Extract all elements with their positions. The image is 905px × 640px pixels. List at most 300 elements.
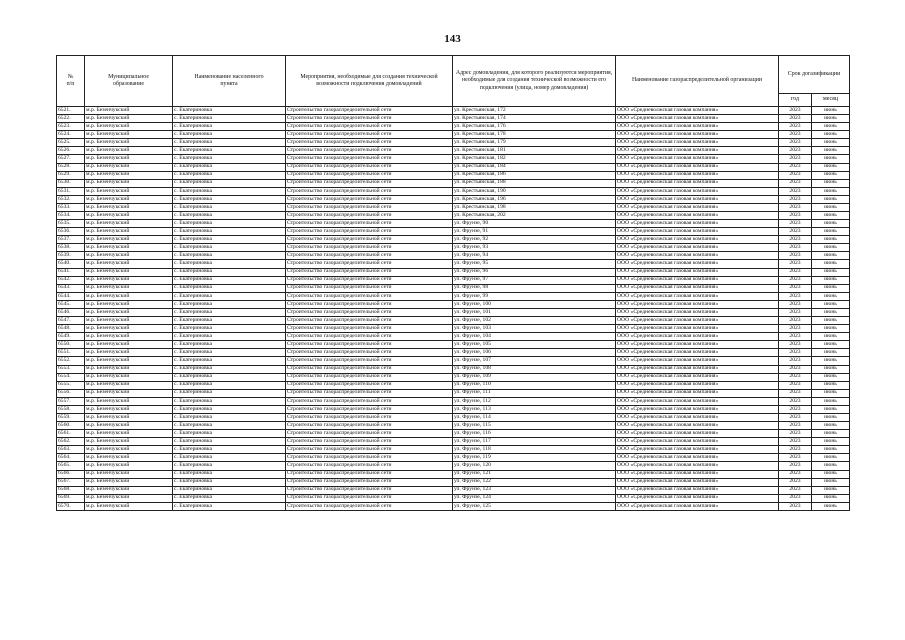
row-municipality: м.р. Безенчукский <box>85 260 173 268</box>
row-address: ул. Фрунзе, 121 <box>453 470 616 478</box>
table-row <box>57 187 850 195</box>
row-organization: ООО «Средневолжская газовая компания» <box>616 308 779 316</box>
row-address: ул. Фрунзе, 114 <box>453 413 616 421</box>
table-row <box>57 228 850 236</box>
row-address: ул. Фрунзе, 115 <box>453 422 616 430</box>
row-year: 2023 <box>779 413 812 421</box>
row-organization: ООО «Средневолжская газовая компания» <box>616 147 779 155</box>
table-row <box>57 252 850 260</box>
row-address: ул. Крестьянская, 196 <box>453 195 616 203</box>
row-number: 6534. <box>57 212 85 220</box>
row-organization: ООО «Средневолжская газовая компания» <box>616 486 779 494</box>
row-address: ул. Фрунзе, 93 <box>453 244 616 252</box>
row-municipality: м.р. Безенчукский <box>85 115 173 123</box>
table-row <box>57 244 850 252</box>
row-municipality: м.р. Безенчукский <box>85 252 173 260</box>
row-number: 6556. <box>57 389 85 397</box>
row-year: 2023 <box>779 260 812 268</box>
row-year: 2023 <box>779 284 812 292</box>
row-number: 6569. <box>57 494 85 502</box>
row-month: июнь <box>812 179 850 187</box>
row-measures: Строительство газораспределительной сети <box>286 478 453 486</box>
row-measures: Строительство газораспределительной сети <box>286 357 453 365</box>
row-settlement: с. Екатериновка <box>173 203 286 211</box>
row-number: 6522. <box>57 115 85 123</box>
row-year: 2023 <box>779 502 812 510</box>
row-month: июнь <box>812 462 850 470</box>
row-number: 6565. <box>57 462 85 470</box>
row-organization: ООО «Средневолжская газовая компания» <box>616 220 779 228</box>
row-month: июнь <box>812 212 850 220</box>
row-year: 2023 <box>779 308 812 316</box>
row-organization: ООО «Средневолжская газовая компания» <box>616 163 779 171</box>
row-measures: Строительство газораспределительной сети <box>286 195 453 203</box>
row-month: июнь <box>812 494 850 502</box>
row-settlement: с. Екатериновка <box>173 373 286 381</box>
row-number: 6526. <box>57 147 85 155</box>
row-settlement: с. Екатериновка <box>173 357 286 365</box>
table-row <box>57 357 850 365</box>
row-municipality: м.р. Безенчукский <box>85 325 173 333</box>
row-organization: ООО «Средневолжская газовая компания» <box>616 107 779 115</box>
row-year: 2023 <box>779 244 812 252</box>
row-year: 2023 <box>779 220 812 228</box>
row-year: 2023 <box>779 397 812 405</box>
row-number: 6531. <box>57 187 85 195</box>
row-settlement: с. Екатериновка <box>173 171 286 179</box>
row-month: июнь <box>812 203 850 211</box>
row-year: 2023 <box>779 357 812 365</box>
row-month: июнь <box>812 341 850 349</box>
table-row <box>57 405 850 413</box>
row-month: июнь <box>812 422 850 430</box>
row-organization: ООО «Средневолжская газовая компания» <box>616 333 779 341</box>
row-number: 6564. <box>57 454 85 462</box>
row-municipality: м.р. Безенчукский <box>85 373 173 381</box>
row-address: ул. Фрунзе, 110 <box>453 381 616 389</box>
row-organization: ООО «Средневолжская газовая компания» <box>616 470 779 478</box>
row-year: 2023 <box>779 123 812 131</box>
row-municipality: м.р. Безенчукский <box>85 389 173 397</box>
row-municipality: м.р. Безенчукский <box>85 244 173 252</box>
row-month: июнь <box>812 292 850 300</box>
header-org: Наименование газораспределительной организации <box>616 56 779 107</box>
row-municipality: м.р. Безенчукский <box>85 107 173 115</box>
row-organization: ООО «Средневолжская газовая компания» <box>616 365 779 373</box>
row-municipality: м.р. Безенчукский <box>85 236 173 244</box>
row-settlement: с. Екатериновка <box>173 252 286 260</box>
row-address: ул. Крестьянская, 174 <box>453 115 616 123</box>
row-address: ул. Крестьянская, 188 <box>453 179 616 187</box>
row-settlement: с. Екатериновка <box>173 470 286 478</box>
row-number: 6528. <box>57 163 85 171</box>
row-year: 2023 <box>779 228 812 236</box>
row-measures: Строительство газораспределительной сети <box>286 389 453 397</box>
row-municipality: м.р. Безенчукский <box>85 300 173 308</box>
row-year: 2023 <box>779 494 812 502</box>
row-year: 2023 <box>779 317 812 325</box>
table-row <box>57 107 850 115</box>
row-address: ул. Фрунзе, 118 <box>453 446 616 454</box>
row-year: 2023 <box>779 349 812 357</box>
row-month: июнь <box>812 438 850 446</box>
row-settlement: с. Екатериновка <box>173 212 286 220</box>
table-row <box>57 131 850 139</box>
row-year: 2023 <box>779 203 812 211</box>
row-settlement: с. Екатериновка <box>173 308 286 316</box>
row-organization: ООО «Средневолжская газовая компания» <box>616 115 779 123</box>
row-month: июнь <box>812 446 850 454</box>
table-row <box>57 300 850 308</box>
row-settlement: с. Екатериновка <box>173 131 286 139</box>
row-organization: ООО «Средневолжская газовая компания» <box>616 292 779 300</box>
row-organization: ООО «Средневолжская газовая компания» <box>616 284 779 292</box>
row-organization: ООО «Средневолжская газовая компания» <box>616 325 779 333</box>
row-year: 2023 <box>779 365 812 373</box>
table-row <box>57 470 850 478</box>
row-number: 6558. <box>57 405 85 413</box>
row-number: 6541. <box>57 268 85 276</box>
row-settlement: с. Екатериновка <box>173 333 286 341</box>
table-row <box>57 422 850 430</box>
row-month: июнь <box>812 454 850 462</box>
row-measures: Строительство газораспределительной сети <box>286 405 453 413</box>
row-month: июнь <box>812 187 850 195</box>
row-municipality: м.р. Безенчукский <box>85 179 173 187</box>
row-month: июнь <box>812 195 850 203</box>
row-settlement: с. Екатериновка <box>173 115 286 123</box>
table-row <box>57 430 850 438</box>
row-measures: Строительство газораспределительной сети <box>286 139 453 147</box>
row-number: 6536. <box>57 228 85 236</box>
row-organization: ООО «Средневолжская газовая компания» <box>616 462 779 470</box>
row-measures: Строительство газораспределительной сети <box>286 381 453 389</box>
row-measures: Строительство газораспределительной сети <box>286 220 453 228</box>
row-year: 2023 <box>779 212 812 220</box>
row-month: июнь <box>812 470 850 478</box>
row-month: июнь <box>812 228 850 236</box>
row-settlement: с. Екатериновка <box>173 220 286 228</box>
row-number: 6530. <box>57 179 85 187</box>
row-measures: Строительство газораспределительной сети <box>286 131 453 139</box>
row-municipality: м.р. Безенчукский <box>85 292 173 300</box>
row-number: 6567. <box>57 478 85 486</box>
row-month: июнь <box>812 155 850 163</box>
row-year: 2023 <box>779 381 812 389</box>
row-municipality: м.р. Безенчукский <box>85 486 173 494</box>
row-organization: ООО «Средневолжская газовая компания» <box>616 454 779 462</box>
row-municipality: м.р. Безенчукский <box>85 365 173 373</box>
row-organization: ООО «Средневолжская газовая компания» <box>616 228 779 236</box>
table-row <box>57 389 850 397</box>
row-year: 2023 <box>779 171 812 179</box>
row-address: ул. Фрунзе, 112 <box>453 397 616 405</box>
row-month: июнь <box>812 123 850 131</box>
row-municipality: м.р. Безенчукский <box>85 381 173 389</box>
table-row <box>57 333 850 341</box>
row-measures: Строительство газораспределительной сети <box>286 179 453 187</box>
row-settlement: с. Екатериновка <box>173 422 286 430</box>
row-settlement: с. Екатериновка <box>173 187 286 195</box>
row-organization: ООО «Средневолжская газовая компания» <box>616 413 779 421</box>
row-month: июнь <box>812 107 850 115</box>
table-row <box>57 123 850 131</box>
row-number: 6538. <box>57 244 85 252</box>
row-measures: Строительство газораспределительной сети <box>286 333 453 341</box>
row-organization: ООО «Средневолжская газовая компания» <box>616 349 779 357</box>
row-month: июнь <box>812 268 850 276</box>
row-year: 2023 <box>779 325 812 333</box>
row-settlement: с. Екатериновка <box>173 446 286 454</box>
row-month: июнь <box>812 397 850 405</box>
row-address: ул. Фрунзе, 106 <box>453 349 616 357</box>
row-organization: ООО «Средневолжская газовая компания» <box>616 397 779 405</box>
row-number: 6537. <box>57 236 85 244</box>
row-year: 2023 <box>779 252 812 260</box>
row-measures: Строительство газораспределительной сети <box>286 260 453 268</box>
row-month: июнь <box>812 236 850 244</box>
row-year: 2023 <box>779 131 812 139</box>
row-number: 6561. <box>57 430 85 438</box>
row-year: 2023 <box>779 478 812 486</box>
row-settlement: с. Екатериновка <box>173 454 286 462</box>
row-organization: ООО «Средневолжская газовая компания» <box>616 405 779 413</box>
row-settlement: с. Екатериновка <box>173 405 286 413</box>
row-number: 6563. <box>57 446 85 454</box>
row-address: ул. Фрунзе, 90 <box>453 220 616 228</box>
row-address: ул. Фрунзе, 107 <box>453 357 616 365</box>
header-term: Срок догазификации <box>779 56 850 94</box>
row-organization: ООО «Средневолжская газовая компания» <box>616 373 779 381</box>
row-year: 2023 <box>779 115 812 123</box>
row-measures: Строительство газораспределительной сети <box>286 341 453 349</box>
table-header <box>57 56 850 107</box>
table-row <box>57 139 850 147</box>
row-address: ул. Крестьянская, 184 <box>453 163 616 171</box>
row-municipality: м.р. Безенчукский <box>85 438 173 446</box>
row-municipality: м.р. Безенчукский <box>85 212 173 220</box>
row-measures: Строительство газораспределительной сети <box>286 422 453 430</box>
row-year: 2023 <box>779 430 812 438</box>
row-measures: Строительство газораспределительной сети <box>286 171 453 179</box>
row-settlement: с. Екатериновка <box>173 413 286 421</box>
row-year: 2023 <box>779 195 812 203</box>
row-address: ул. Фрунзе, 123 <box>453 486 616 494</box>
row-measures: Строительство газораспределительной сети <box>286 292 453 300</box>
row-settlement: с. Екатериновка <box>173 284 286 292</box>
row-month: июнь <box>812 147 850 155</box>
row-measures: Строительство газораспределительной сети <box>286 446 453 454</box>
row-month: июнь <box>812 381 850 389</box>
row-settlement: с. Екатериновка <box>173 228 286 236</box>
row-settlement: с. Екатериновка <box>173 486 286 494</box>
row-organization: ООО «Средневолжская газовая компания» <box>616 244 779 252</box>
row-number: 6533. <box>57 203 85 211</box>
row-address: ул. Фрунзе, 108 <box>453 365 616 373</box>
row-year: 2023 <box>779 389 812 397</box>
row-settlement: с. Екатериновка <box>173 292 286 300</box>
row-organization: ООО «Средневолжская газовая компания» <box>616 139 779 147</box>
table-row <box>57 147 850 155</box>
table-row <box>57 260 850 268</box>
row-municipality: м.р. Безенчукский <box>85 349 173 357</box>
table-row <box>57 220 850 228</box>
row-measures: Строительство газораспределительной сети <box>286 276 453 284</box>
row-address: ул. Крестьянская, 198 <box>453 203 616 211</box>
row-measures: Строительство газораспределительной сети <box>286 244 453 252</box>
row-organization: ООО «Средневолжская газовая компания» <box>616 195 779 203</box>
row-measures: Строительство газораспределительной сети <box>286 123 453 131</box>
row-month: июнь <box>812 389 850 397</box>
row-number: 6553. <box>57 365 85 373</box>
row-organization: ООО «Средневолжская газовая компания» <box>616 179 779 187</box>
table-row <box>57 292 850 300</box>
row-organization: ООО «Средневолжская газовая компания» <box>616 252 779 260</box>
row-municipality: м.р. Безенчукский <box>85 333 173 341</box>
row-number: 6540. <box>57 260 85 268</box>
row-municipality: м.р. Безенчукский <box>85 139 173 147</box>
row-organization: ООО «Средневолжская газовая компания» <box>616 236 779 244</box>
row-number: 6527. <box>57 155 85 163</box>
row-settlement: с. Екатериновка <box>173 365 286 373</box>
row-number: 6552. <box>57 357 85 365</box>
row-municipality: м.р. Безенчукский <box>85 203 173 211</box>
row-address: ул. Фрунзе, 125 <box>453 502 616 510</box>
row-month: июнь <box>812 357 850 365</box>
row-municipality: м.р. Безенчукский <box>85 341 173 349</box>
row-municipality: м.р. Безенчукский <box>85 187 173 195</box>
row-organization: ООО «Средневолжская газовая компания» <box>616 446 779 454</box>
row-measures: Строительство газораспределительной сети <box>286 187 453 195</box>
row-month: июнь <box>812 276 850 284</box>
row-month: июнь <box>812 325 850 333</box>
row-month: июнь <box>812 405 850 413</box>
row-address: ул. Крестьянская, 182 <box>453 155 616 163</box>
row-measures: Строительство газораспределительной сети <box>286 252 453 260</box>
row-organization: ООО «Средневолжская газовая компания» <box>616 317 779 325</box>
row-address: ул. Фрунзе, 122 <box>453 478 616 486</box>
row-month: июнь <box>812 308 850 316</box>
row-year: 2023 <box>779 373 812 381</box>
table-row <box>57 446 850 454</box>
row-address: ул. Крестьянская, 181 <box>453 147 616 155</box>
row-address: ул. Крестьянская, 179 <box>453 139 616 147</box>
row-organization: ООО «Средневолжская газовая компания» <box>616 478 779 486</box>
row-organization: ООО «Средневолжская газовая компания» <box>616 438 779 446</box>
row-year: 2023 <box>779 268 812 276</box>
row-address: ул. Фрунзе, 97 <box>453 276 616 284</box>
row-address: ул. Фрунзе, 113 <box>453 405 616 413</box>
row-municipality: м.р. Безенчукский <box>85 131 173 139</box>
row-address: ул. Фрунзе, 111 <box>453 389 616 397</box>
row-address: ул. Фрунзе, 105 <box>453 341 616 349</box>
row-settlement: с. Екатериновка <box>173 300 286 308</box>
row-organization: ООО «Средневолжская газовая компания» <box>616 260 779 268</box>
row-number: 6546. <box>57 308 85 316</box>
row-month: июнь <box>812 252 850 260</box>
row-measures: Строительство газораспределительной сети <box>286 268 453 276</box>
row-number: 6559. <box>57 413 85 421</box>
row-month: июнь <box>812 430 850 438</box>
row-measures: Строительство газораспределительной сети <box>286 203 453 211</box>
row-year: 2023 <box>779 486 812 494</box>
row-year: 2023 <box>779 292 812 300</box>
page-number: 143 <box>444 33 461 45</box>
row-municipality: м.р. Безенчукский <box>85 430 173 438</box>
row-number: 6542. <box>57 276 85 284</box>
row-address: ул. Фрунзе, 109 <box>453 373 616 381</box>
row-year: 2023 <box>779 155 812 163</box>
row-organization: ООО «Средневолжская газовая компания» <box>616 187 779 195</box>
row-settlement: с. Екатериновка <box>173 462 286 470</box>
row-month: июнь <box>812 413 850 421</box>
row-organization: ООО «Средневолжская газовая компания» <box>616 155 779 163</box>
table-row <box>57 478 850 486</box>
table-body <box>57 107 850 511</box>
table-row <box>57 155 850 163</box>
header-num: № п/п <box>57 56 85 107</box>
table-row <box>57 179 850 187</box>
row-address: ул. Крестьянская, 186 <box>453 171 616 179</box>
row-measures: Строительство газораспределительной сети <box>286 486 453 494</box>
row-settlement: с. Екатериновка <box>173 438 286 446</box>
row-measures: Строительство газораспределительной сети <box>286 212 453 220</box>
table-row <box>57 413 850 421</box>
row-address: ул. Фрунзе, 92 <box>453 236 616 244</box>
row-measures: Строительство газораспределительной сети <box>286 308 453 316</box>
row-number: 6555. <box>57 381 85 389</box>
row-number: 6554. <box>57 373 85 381</box>
row-number: 6543. <box>57 284 85 292</box>
row-municipality: м.р. Безенчукский <box>85 228 173 236</box>
row-month: июнь <box>812 163 850 171</box>
row-municipality: м.р. Безенчукский <box>85 470 173 478</box>
row-settlement: с. Екатериновка <box>173 502 286 510</box>
row-municipality: м.р. Безенчукский <box>85 268 173 276</box>
row-number: 6525. <box>57 139 85 147</box>
row-settlement: с. Екатериновка <box>173 389 286 397</box>
row-municipality: м.р. Безенчукский <box>85 446 173 454</box>
row-measures: Строительство газораспределительной сети <box>286 365 453 373</box>
table-row <box>57 381 850 389</box>
row-address: ул. Фрунзе, 104 <box>453 333 616 341</box>
row-address: ул. Фрунзе, 120 <box>453 462 616 470</box>
row-number: 6566. <box>57 470 85 478</box>
row-municipality: м.р. Безенчукский <box>85 171 173 179</box>
row-address: ул. Фрунзе, 96 <box>453 268 616 276</box>
row-number: 6524. <box>57 131 85 139</box>
table-row <box>57 236 850 244</box>
row-municipality: м.р. Безенчукский <box>85 494 173 502</box>
row-address: ул. Крестьянская, 178 <box>453 131 616 139</box>
row-municipality: м.р. Безенчукский <box>85 502 173 510</box>
row-year: 2023 <box>779 438 812 446</box>
row-municipality: м.р. Безенчукский <box>85 163 173 171</box>
row-municipality: м.р. Безенчукский <box>85 220 173 228</box>
row-municipality: м.р. Безенчукский <box>85 422 173 430</box>
row-municipality: м.р. Безенчукский <box>85 276 173 284</box>
row-month: июнь <box>812 486 850 494</box>
table-row <box>57 502 850 510</box>
row-year: 2023 <box>779 276 812 284</box>
row-measures: Строительство газораспределительной сети <box>286 413 453 421</box>
row-number: 6551. <box>57 349 85 357</box>
row-year: 2023 <box>779 179 812 187</box>
row-municipality: м.р. Безенчукский <box>85 284 173 292</box>
row-measures: Строительство газораспределительной сети <box>286 317 453 325</box>
row-address: ул. Фрунзе, 124 <box>453 494 616 502</box>
row-month: июнь <box>812 260 850 268</box>
